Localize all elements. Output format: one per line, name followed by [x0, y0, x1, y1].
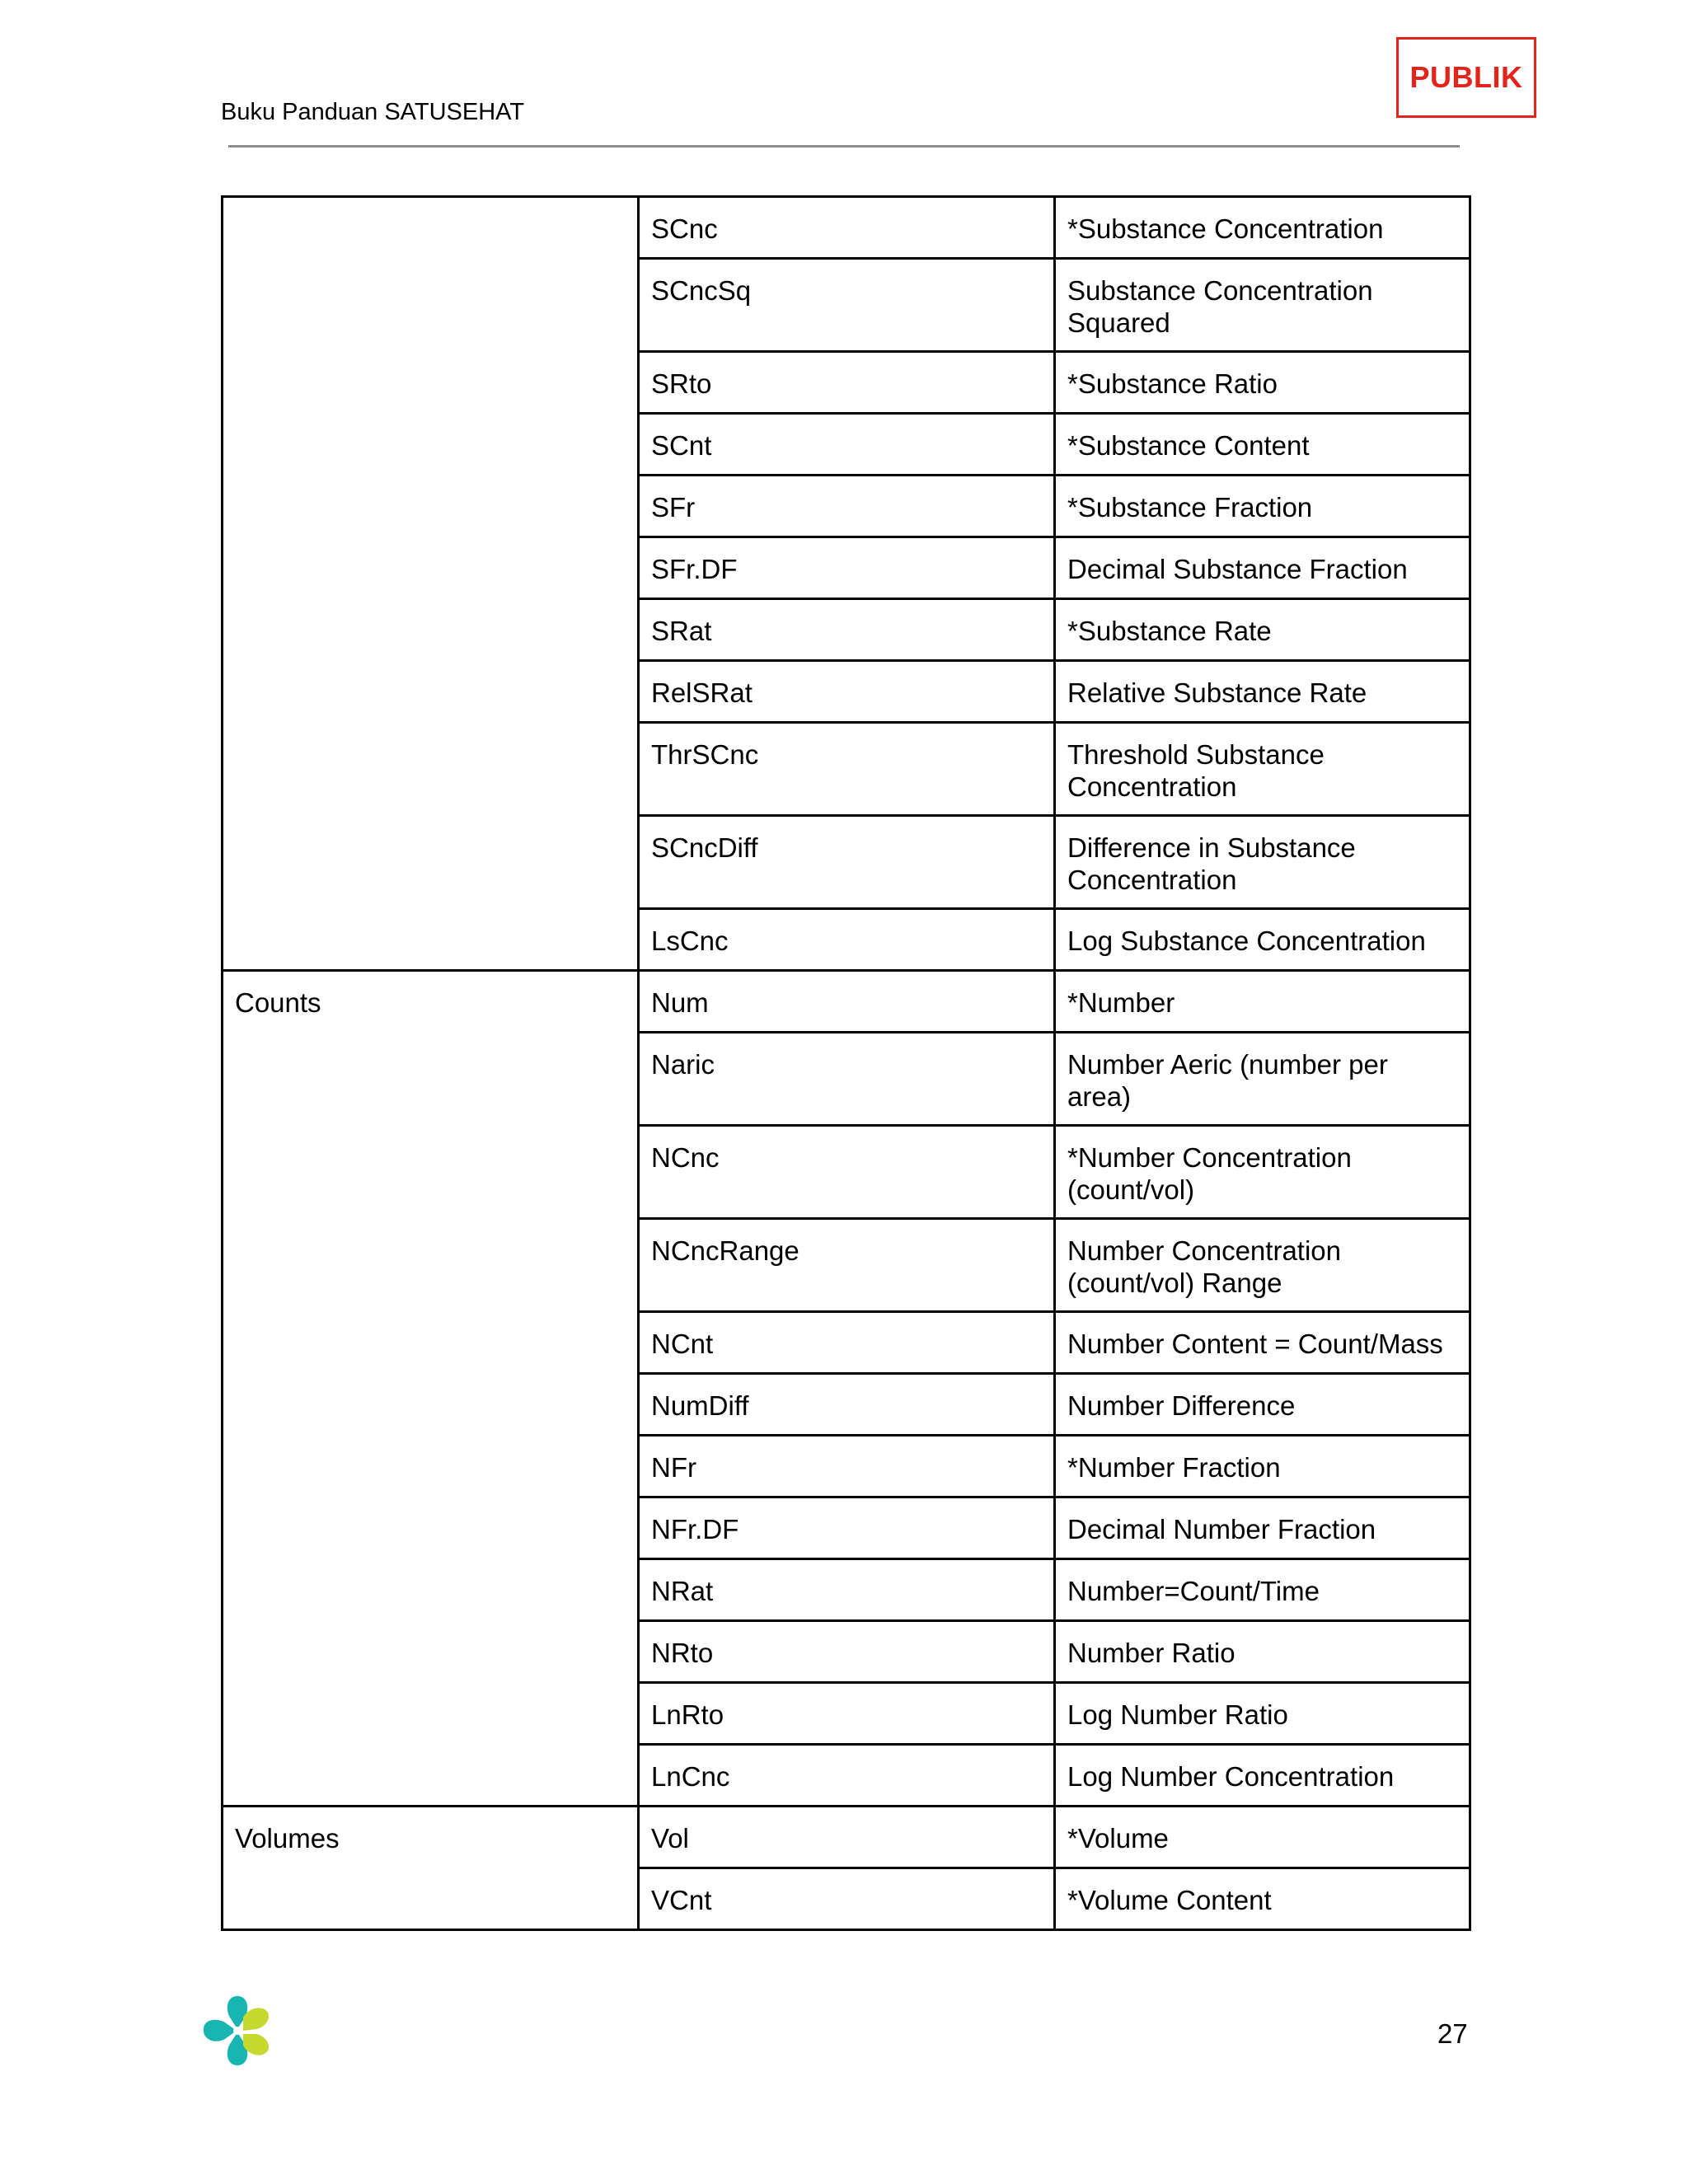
description-cell: *Volume Content: [1055, 1868, 1470, 1930]
document-header-title: Buku Panduan SATUSEHAT: [221, 99, 525, 125]
description-cell: Number=Count/Time: [1055, 1559, 1470, 1621]
code-cell: SCncDiff: [639, 816, 1055, 909]
code-cell: SFr: [639, 476, 1055, 537]
description-cell: Decimal Substance Fraction: [1055, 537, 1470, 599]
code-cell: NFr: [639, 1436, 1055, 1497]
code-cell: NRto: [639, 1621, 1055, 1683]
description-cell: *Number Concentration (count/vol): [1055, 1126, 1470, 1219]
description-cell: Number Concentration (count/vol) Range: [1055, 1219, 1470, 1312]
description-cell: Decimal Number Fraction: [1055, 1497, 1470, 1559]
code-cell: Num: [639, 971, 1055, 1033]
kemenkes-logo-icon: [202, 1993, 273, 2069]
description-cell: Difference in Substance Concentration: [1055, 816, 1470, 909]
description-cell: *Volume: [1055, 1807, 1470, 1868]
description-cell: Log Substance Concentration: [1055, 909, 1470, 971]
description-cell: Number Ratio: [1055, 1621, 1470, 1683]
code-cell: NCnt: [639, 1312, 1055, 1374]
table-row: [223, 1807, 1470, 1868]
page-number: 27: [1437, 2018, 1468, 2049]
code-cell: LsCnc: [639, 909, 1055, 971]
description-cell: Number Difference: [1055, 1374, 1470, 1436]
category-cell: Counts: [223, 971, 639, 1807]
code-cell: LnCnc: [639, 1745, 1055, 1807]
description-cell: *Substance Content: [1055, 414, 1470, 476]
code-cell: SRat: [639, 599, 1055, 661]
code-cell: NCncRange: [639, 1219, 1055, 1312]
description-cell: Number Content = Count/Mass: [1055, 1312, 1470, 1374]
description-cell: Relative Substance Rate: [1055, 661, 1470, 723]
code-cell: Vol: [639, 1807, 1055, 1868]
code-cell: NRat: [639, 1559, 1055, 1621]
description-cell: Log Number Ratio: [1055, 1683, 1470, 1745]
code-cell: SCnt: [639, 414, 1055, 476]
description-cell: Number Aeric (number per area): [1055, 1033, 1470, 1126]
code-cell: LnRto: [639, 1683, 1055, 1745]
description-cell: Substance Concentration Squared: [1055, 259, 1470, 352]
description-cell: Threshold Substance Concentration: [1055, 723, 1470, 816]
category-cell: Volumes: [223, 1807, 639, 1930]
header-divider: [228, 145, 1460, 148]
code-cell: Naric: [639, 1033, 1055, 1126]
description-cell: *Substance Rate: [1055, 599, 1470, 661]
description-cell: *Substance Ratio: [1055, 352, 1470, 414]
code-cell: SCnc: [639, 197, 1055, 259]
code-cell: SRto: [639, 352, 1055, 414]
code-cell: VCnt: [639, 1868, 1055, 1930]
code-cell: NCnc: [639, 1126, 1055, 1219]
description-cell: *Number Fraction: [1055, 1436, 1470, 1497]
description-cell: Log Number Concentration: [1055, 1745, 1470, 1807]
code-cell: SCncSq: [639, 259, 1055, 352]
category-cell: [223, 197, 639, 971]
table-row: [223, 971, 1470, 1033]
code-cell: RelSRat: [639, 661, 1055, 723]
code-cell: NumDiff: [639, 1374, 1055, 1436]
description-cell: *Substance Concentration: [1055, 197, 1470, 259]
logo-petal-left: [204, 2020, 237, 2041]
code-cell: ThrSCnc: [639, 723, 1055, 816]
table-row: [223, 197, 1470, 259]
code-cell: SFr.DF: [639, 537, 1055, 599]
units-table: [221, 195, 1471, 1931]
description-cell: *Substance Fraction: [1055, 476, 1470, 537]
description-cell: *Number: [1055, 971, 1470, 1033]
code-cell: NFr.DF: [639, 1497, 1055, 1559]
classification-badge: PUBLIK: [1396, 37, 1536, 118]
